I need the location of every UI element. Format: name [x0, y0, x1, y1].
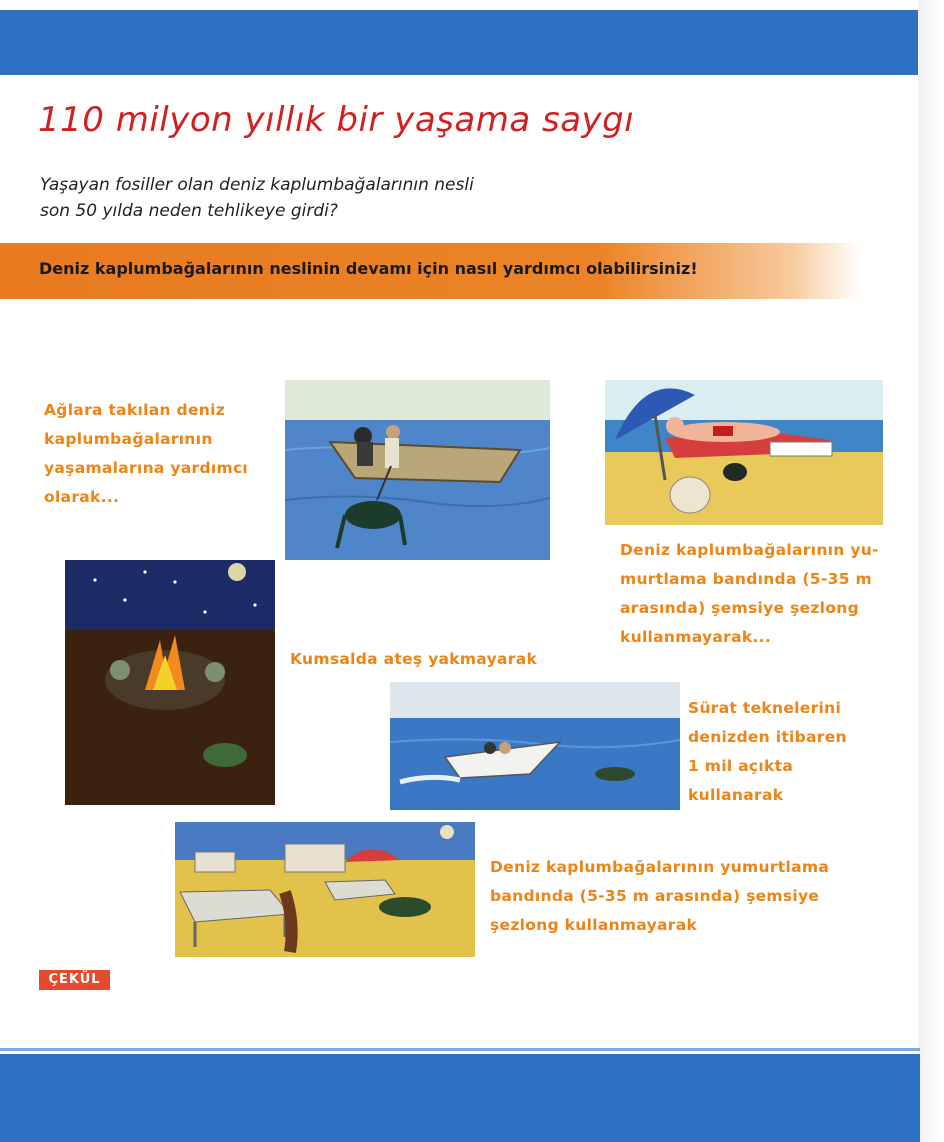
caption-nets-line: olarak... [44, 488, 120, 506]
orange-banner [0, 243, 860, 299]
subtitle [40, 172, 560, 224]
subtitle-line-1: Yaşayan fosiller olan deniz kaplumbağalarının nesli [40, 175, 474, 195]
caption-beach-chairs [490, 853, 870, 940]
caption-beach-chairs-line: bandında (5-35 m arasında) şemsiye [490, 887, 820, 905]
caption-umbrella-line: kullanmayarak... [620, 628, 772, 646]
caption-nets-line: kaplumbağalarının [44, 430, 213, 448]
caption-nets [44, 396, 274, 512]
caption-speedboat-line: 1 mil açıkta [688, 757, 794, 775]
caption-beach-chairs-line: şezlong kullanmayarak [490, 916, 698, 934]
caption-nets-line: yaşamalarına yardımcı [44, 459, 249, 477]
speedboat-illustration [390, 682, 680, 810]
caption-speedboat-line: denizden itibaren [688, 728, 847, 746]
caption-umbrella-line: murtlama bandında (5-35 m [620, 570, 872, 588]
campfire-illustration [65, 560, 275, 805]
caption-umbrella-line: arasında) şemsiye şezlong [620, 599, 859, 617]
caption-speedboat-line: Sürat teknelerini [688, 699, 842, 717]
publisher-logo: ÇEKÜL [39, 970, 110, 990]
caption-umbrella-line: Deniz kaplumbağalarının yu- [620, 541, 879, 559]
sunbather-illustration [605, 380, 883, 525]
page-edge [918, 0, 944, 1142]
subtitle-line-2: son 50 yılda neden tehlikeye girdi? [40, 201, 338, 221]
caption-umbrella [620, 536, 910, 652]
top-color-bar [0, 10, 920, 75]
bottom-divider [0, 1048, 920, 1051]
banner-text: Deniz kaplumbağalarının neslinin devamı için nasıl yardımcı olabilirsiniz! [39, 259, 698, 278]
beach-chairs-illustration [175, 822, 475, 957]
bottom-color-bar [0, 1054, 920, 1142]
caption-nets-line: Ağlara takılan deniz [44, 401, 226, 419]
caption-speedboat-line: kullanarak [688, 786, 784, 804]
caption-beach-chairs-line: Deniz kaplumbağalarının yumurtlama [490, 858, 830, 876]
fishing-boat-illustration [285, 380, 550, 560]
caption-speedboat [688, 694, 888, 810]
caption-fire: Kumsalda ateş yakmayarak [290, 650, 538, 668]
page-title: 110 milyon yıllık bir yaşama saygı [38, 100, 635, 140]
